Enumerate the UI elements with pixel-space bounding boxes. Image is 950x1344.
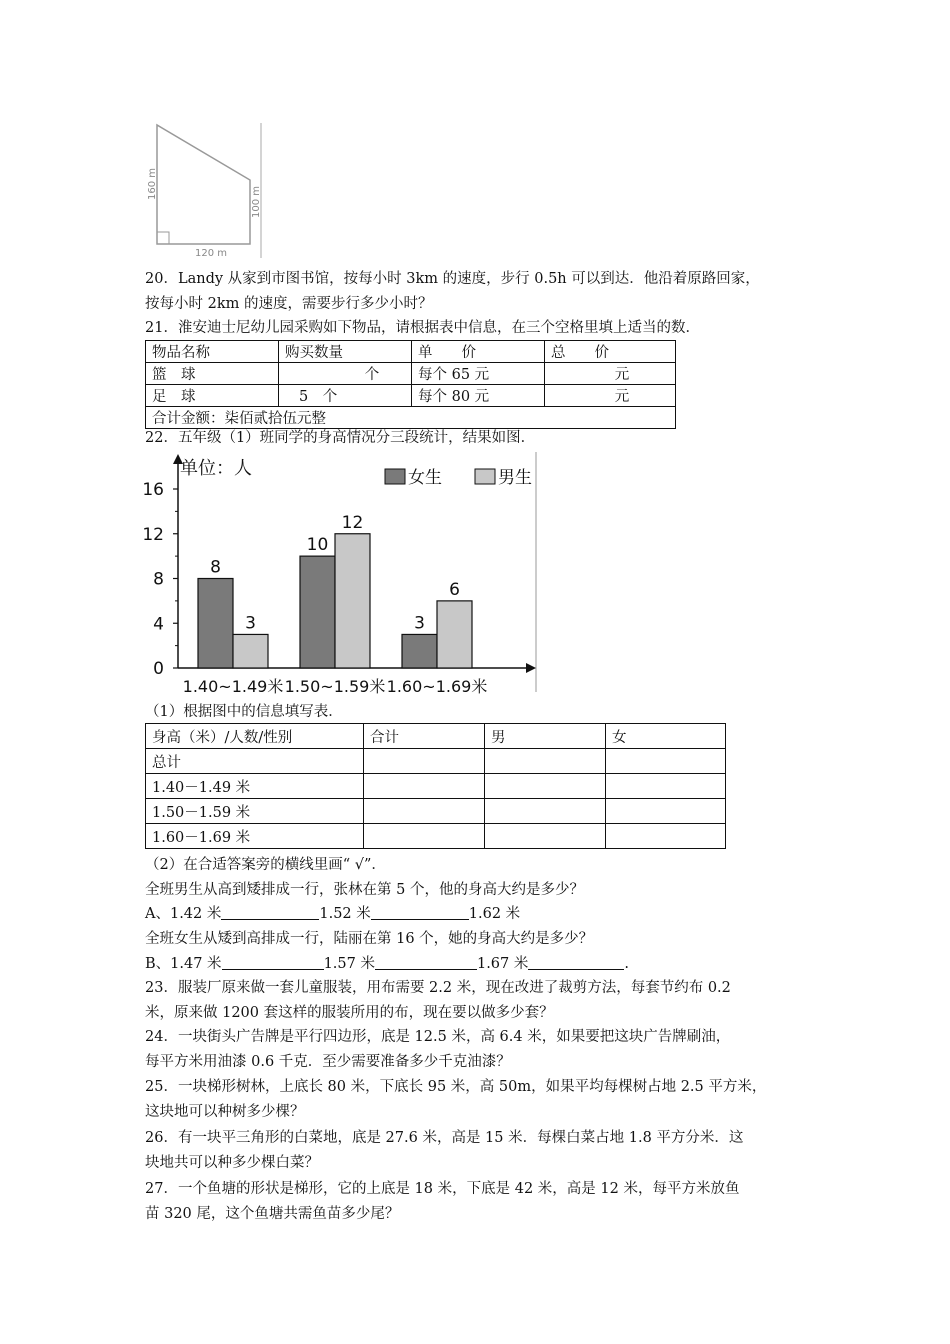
q22-row-label: 1.50－1.59 米 xyxy=(146,799,364,824)
answer-cell[interactable] xyxy=(364,824,485,849)
bottom-label: 120 m xyxy=(195,248,228,259)
option-a2: 1.52 米 xyxy=(319,906,371,922)
legend-boys: 男生 xyxy=(498,468,532,488)
right-angle-mark xyxy=(157,232,169,244)
q21-cell: 元 xyxy=(545,385,676,407)
bars xyxy=(198,513,472,668)
q21-cell: 个 xyxy=(279,363,412,385)
trapezoid-figure xyxy=(140,118,270,260)
legend-girls: 女生 xyxy=(408,468,442,488)
q23-line1: 23．服装厂原来做一套儿童服装，用布需要 2.2 米，现在改进了裁剪方法，每套节约布 0.2 xyxy=(145,980,731,996)
chart-legend xyxy=(385,468,532,488)
x-labels xyxy=(183,677,488,696)
q21-header: 单 价 xyxy=(412,341,545,363)
option-b3: 1.67 米 xyxy=(476,956,529,972)
answer-cell[interactable] xyxy=(606,824,726,849)
q23-line2: 米，原来做 1200 套这样的服装所用的布，现在要以做多少套？ xyxy=(145,1005,554,1021)
y-tick-label: 12 xyxy=(142,524,164,545)
legend-swatch-girls xyxy=(385,469,405,484)
y-tick-label: 0 xyxy=(153,659,164,679)
q21-total: 合计金额：柒佰贰拾伍元整 xyxy=(146,407,676,429)
y-tick-label: 16 xyxy=(142,480,164,500)
q27-line1: 27．一个鱼塘的形状是梯形，它的上底是 18 米，下底是 42 米，高是 12 米，每平方米放鱼 xyxy=(145,1181,740,1197)
answer-blank[interactable] xyxy=(222,955,324,970)
q24-line1: 24．一块街头广告牌是平行四边形，底是 12.5 米，高 6.4 米，如果要把这块广告牌刷油， xyxy=(145,1029,731,1045)
q22-question-a: 全班男生从高到矮排成一行，张林在第 5 个，他的身高大约是多少？ xyxy=(145,882,584,898)
bar-value-label: 3 xyxy=(414,613,425,634)
bar xyxy=(198,579,233,669)
q22-header: 合计 xyxy=(364,724,485,749)
q21-cell: 每个 80 元 xyxy=(412,385,545,407)
answer-cell[interactable] xyxy=(364,749,485,774)
q20-line2: 按每小时 2km 的速度，需要步行多少小时？ xyxy=(145,296,433,312)
q21-text: 21．淮安迪士尼幼儿园采购如下物品，请根据表中信息，在三个空格里填上适当的数． xyxy=(145,320,700,336)
q22-question-b: 全班女生从矮到高排成一行，陆丽在第 16 个，她的身高大约是多少？ xyxy=(145,931,594,947)
bar-value-label: 3 xyxy=(245,613,256,634)
bar xyxy=(402,634,437,668)
x-category-label: 1.50~1.59米 xyxy=(284,677,386,696)
q25-line2: 这块地可以种树多少棵？ xyxy=(145,1104,305,1120)
bar-value-label: 10 xyxy=(306,535,329,556)
answer-cell[interactable] xyxy=(606,799,726,824)
q22-part1: （1）根据图中的信息填写表． xyxy=(145,704,343,720)
q22-header: 身高（米）/人数/性别 xyxy=(146,724,364,749)
bar xyxy=(437,601,472,668)
answer-cell[interactable] xyxy=(364,799,485,824)
q22-row-label: 总计 xyxy=(146,749,364,774)
q21-table xyxy=(145,340,676,429)
q21-header: 购买数量 xyxy=(279,341,412,363)
answer-blank[interactable] xyxy=(375,955,477,970)
left-label: 160 m xyxy=(147,167,158,200)
q21-cell: 5 个 xyxy=(279,385,412,407)
bar-value-label: 6 xyxy=(449,579,460,600)
option-a1: A、1.42 米 xyxy=(145,906,222,922)
q21-cell: 足 球 xyxy=(146,385,279,407)
q25-line1: 25．一块梯形树林，上底长 80 米，下底长 95 米，高 50m，如果平均每棵树占地 2.5 平方米， xyxy=(145,1079,767,1095)
q20-line1: 20．Landy 从家到市图书馆，按每小时 3km 的速度，步行 0.5h 可以到达．他沿着原路回家， xyxy=(145,271,760,287)
bar xyxy=(335,534,370,668)
q22-part2: （2）在合适答案旁的横线里画“ √”． xyxy=(145,857,386,873)
q22-row-label: 1.60－1.69 米 xyxy=(146,824,364,849)
x-category-label: 1.40~1.49米 xyxy=(182,677,284,696)
answer-cell[interactable] xyxy=(606,774,726,799)
legend-swatch-boys xyxy=(475,469,495,484)
answer-cell[interactable] xyxy=(606,749,726,774)
trapezoid-shape xyxy=(157,125,250,244)
answer-cell[interactable] xyxy=(364,774,485,799)
q22-options-b xyxy=(145,955,629,973)
right-label: 100 m xyxy=(251,185,262,218)
q22-row-label: 1.40－1.49 米 xyxy=(146,774,364,799)
x-axis-arrow xyxy=(526,663,536,673)
height-bar-chart xyxy=(140,452,540,697)
option-b2: 1.57 米 xyxy=(323,956,375,972)
answer-blank[interactable] xyxy=(528,955,624,970)
answer-blank[interactable] xyxy=(371,905,469,920)
q26-line1: 26．有一块平三角形的白菜地，底是 27.6 米，高是 15 米．每棵白菜占地 1.8 平方分米．这 xyxy=(145,1130,744,1146)
option-b1: B、1.47 米 xyxy=(145,956,222,972)
bar xyxy=(233,634,268,668)
chart-title: 单位：人 xyxy=(180,458,252,479)
q22-options-a xyxy=(145,905,520,923)
answer-cell[interactable] xyxy=(485,749,606,774)
x-category-label: 1.60~1.69米 xyxy=(386,677,488,696)
q21-cell: 元 xyxy=(545,363,676,385)
bar-value-label: 12 xyxy=(341,512,364,533)
q21-cell: 篮 球 xyxy=(146,363,279,385)
q22-table xyxy=(145,723,726,849)
y-ticks xyxy=(142,480,178,679)
q21-header: 总 价 xyxy=(545,341,676,363)
q22-header: 女 xyxy=(606,724,726,749)
option-a3: 1.62 米 xyxy=(468,906,521,922)
q21-cell: 每个 65 元 xyxy=(412,363,545,385)
q22-text: 22．五年级（1）班同学的身高情况分三段统计，结果如图． xyxy=(145,430,536,446)
y-tick-label: 8 xyxy=(153,569,164,590)
bar xyxy=(300,556,335,668)
q24-line2: 每平方米用油漆 0.6 千克．至少需要准备多少千克油漆？ xyxy=(145,1054,511,1070)
y-tick-label: 4 xyxy=(153,614,164,635)
answer-cell[interactable] xyxy=(485,799,606,824)
q21-header: 物品名称 xyxy=(146,341,279,363)
bar-value-label: 8 xyxy=(210,557,221,578)
q27-line2: 苗 320 尾，这个鱼塘共需鱼苗多少尾？ xyxy=(145,1206,400,1222)
answer-cell[interactable] xyxy=(485,824,606,849)
option-b-end: . xyxy=(624,956,629,972)
q22-header: 男 xyxy=(485,724,606,749)
q26-line2: 块地共可以种多少棵白菜？ xyxy=(145,1155,319,1171)
answer-blank[interactable] xyxy=(221,905,319,920)
answer-cell[interactable] xyxy=(485,774,606,799)
